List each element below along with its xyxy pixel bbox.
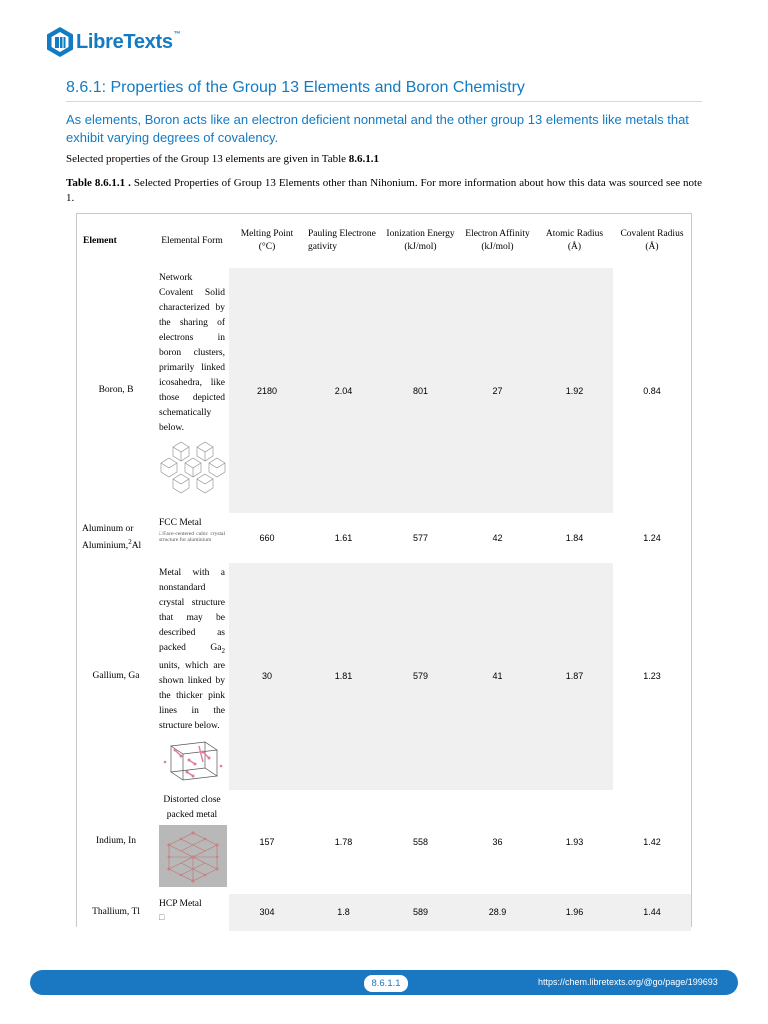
header-element: Element [77, 214, 155, 268]
broken-image-aluminium: □Face-centered cubic crystal structure for aluminium [159, 531, 225, 543]
cell-affinity: 42 [459, 513, 536, 563]
cell-atomic-radius: 1.96 [536, 894, 613, 931]
cell-element: Indium, In [77, 790, 155, 894]
cell-ionization: 577 [382, 513, 459, 563]
cell-pauling: 1.61 [305, 513, 382, 563]
logo-wordmark: LibreTexts™ [76, 30, 181, 53]
cell-affinity: 41 [459, 563, 536, 790]
properties-table-container [76, 213, 692, 927]
cell-form: Network Covalent Solid characterized by the sharing of electrons in boron clusters, primarily linked icosahedra, like those depicted schematically below. [155, 268, 229, 513]
cell-pauling: 1.78 [305, 790, 382, 894]
table-header-row [77, 214, 691, 268]
cell-covalent-radius: 1.42 [613, 790, 691, 894]
cell-ionization: 579 [382, 563, 459, 790]
cell-form: Distorted close packed metal [155, 790, 229, 894]
header-atomic-radius: Atomic Radius (Å) [536, 214, 613, 268]
header-form: Elemental Form [155, 214, 229, 268]
cell-affinity: 28.9 [459, 894, 536, 931]
libretexts-logo[interactable] [46, 26, 180, 58]
cell-pauling: 2.04 [305, 268, 382, 513]
cell-affinity: 36 [459, 790, 536, 894]
table-reference-link[interactable]: 8.6.1.1 [348, 153, 380, 165]
cell-pauling: 1.8 [305, 894, 382, 931]
header-ionization: Ionization Energy (kJ/mol) [382, 214, 459, 268]
cell-covalent-radius: 1.23 [613, 563, 691, 790]
cell-atomic-radius: 1.92 [536, 268, 613, 513]
indium-structure-image [159, 825, 227, 887]
page-number-badge: 8.6.1.1 [364, 975, 408, 992]
page-summary: As elements, Boron acts like an electron deficient nonmetal and the other group 13 elements like metals that exhibit varying degrees of covalency. [66, 112, 689, 145]
cell-covalent-radius: 1.24 [613, 513, 691, 563]
table-row [77, 513, 691, 563]
intro-text: Selected properties of the Group 13 elements are given in Table 8.6.1.1 [66, 153, 380, 165]
cell-element: Aluminum or Aluminium,$^2$Al [77, 513, 155, 563]
cell-melting-point: 304 [229, 894, 305, 931]
table-row [77, 894, 691, 931]
cell-affinity: 27 [459, 268, 536, 513]
cell-ionization: 801 [382, 268, 459, 513]
cell-form: HCP Metal □ [155, 894, 229, 931]
cell-element: Boron, B [77, 268, 155, 513]
cell-ionization: 558 [382, 790, 459, 894]
header-affinity: Electron Affinity (kJ/mol) [459, 214, 536, 268]
boron-icosahedra-image [159, 438, 227, 498]
cell-melting-point: 2180 [229, 268, 305, 513]
cell-melting-point: 157 [229, 790, 305, 894]
page-title: 8.6.1: Properties of the Group 13 Elements and Boron Chemistry [66, 79, 525, 96]
libretexts-logo-icon [46, 26, 74, 58]
cell-melting-point: 660 [229, 513, 305, 563]
cell-form: Metal with a nonstandard crystal structure that may be described as packed $Ga_2$ units, which are shown linked by the thicker pink lines in the structure below. [155, 563, 229, 790]
table-row [77, 563, 691, 790]
title-divider [66, 101, 702, 102]
cell-ionization: 589 [382, 894, 459, 931]
page-url-link[interactable]: https://chem.libretexts.org/@go/page/199693 [538, 977, 718, 987]
broken-image-icon: □ [159, 911, 165, 922]
cell-covalent-radius: 0.84 [613, 268, 691, 513]
gallium-structure-image [159, 736, 227, 786]
header-melting-point: Melting Point (°C) [229, 214, 305, 268]
table-row [77, 268, 691, 513]
cell-melting-point: 30 [229, 563, 305, 790]
table-caption-label: Table 8.6.1.1 . [66, 177, 131, 189]
cell-pauling: 1.81 [305, 563, 382, 790]
cell-element: Thallium, Tl [77, 894, 155, 931]
cell-atomic-radius: 1.93 [536, 790, 613, 894]
cell-covalent-radius: 1.44 [613, 894, 691, 931]
table-caption: Table 8.6.1.1 . Selected Properties of Group 13 Elements other than Nihonium. For more information about how this data was sourced see note 1. [66, 177, 702, 204]
header-pauling: Pauling Electronegativity [305, 214, 382, 268]
header-covalent-radius: Covalent Radius (Å) [613, 214, 691, 268]
cell-element: Gallium, Ga [77, 563, 155, 790]
cell-atomic-radius: 1.84 [536, 513, 613, 563]
properties-table [77, 214, 691, 931]
table-row [77, 790, 691, 894]
cell-form: FCC Metal □Face-centered cubic crystal structure for aluminium [155, 513, 229, 563]
cell-atomic-radius: 1.87 [536, 563, 613, 790]
